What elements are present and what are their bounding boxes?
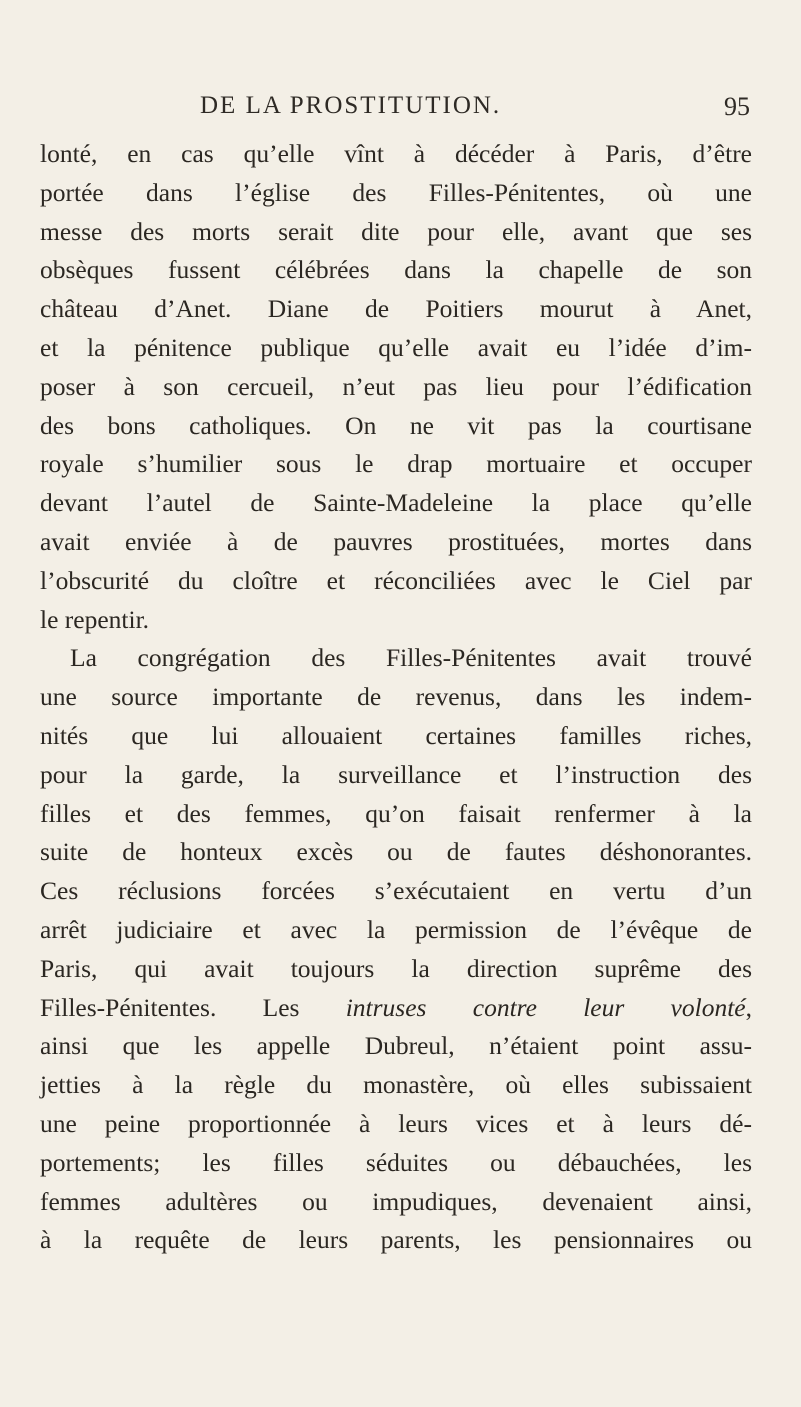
- text-line: Ces réclusions forcées s’exécutaient en vertu d’un: [40, 876, 752, 906]
- text-line: suite de honteux excès ou de fautes déshonorantes.: [40, 837, 752, 867]
- text-line: une peine proportionnée à leurs vices et à leurs dé-: [40, 1108, 752, 1138]
- text-line: portements; les filles séduites ou débauchées, les: [40, 1147, 752, 1177]
- text-line: jetties à la règle du monastère, où elles subissaient: [40, 1070, 752, 1100]
- text-line-with-italic: [40, 989, 752, 1028]
- paragraph-end-line: le repentir.: [40, 604, 150, 634]
- page-number: 95: [724, 92, 750, 121]
- text-line: et la pénitence publique qu’elle avait eu l’idée d’im-: [40, 332, 752, 362]
- italic-phrase: intruses contre leur volonté: [345, 992, 746, 1022]
- text-line: Paris, qui avait toujours la direction suprême des: [40, 953, 752, 983]
- text-line: portée dans l’église des Filles-Pénitentes, où une: [40, 177, 752, 207]
- text-line: devant l’autel de Sainte-Madeleine la place qu’elle: [40, 488, 752, 518]
- text-line: pour la garde, la surveillance et l’instruction des: [40, 759, 752, 789]
- text-line: lonté, en cas qu’elle vînt à décéder à Paris, d’être: [40, 139, 752, 168]
- text-line: poser à son cercueil, n’eut pas lieu pour l’édification: [40, 371, 752, 401]
- line-text-after: ,: [745, 992, 752, 1022]
- running-title: DE LA PROSTITUTION.: [200, 92, 502, 119]
- body-text: [40, 135, 752, 1260]
- text-line: une source importante de revenus, dans les indem-: [40, 682, 752, 712]
- text-line: ainsi que les appelle Dubreul, n’étaient point assu-: [40, 1031, 752, 1061]
- running-head: [200, 92, 750, 132]
- line-text-before: Filles-Pénitentes. Les: [40, 992, 346, 1022]
- text-line: avait enviée à de pauvres prostituées, mortes dans: [40, 526, 752, 556]
- text-line: arrêt judiciaire et avec la permission de l’évêque de: [40, 914, 752, 944]
- paragraph-start-line: La congrégation des Filles-Pénitentes avait trouvé: [70, 643, 752, 673]
- text-line: messe des morts serait dite pour elle, avant que ses: [40, 216, 752, 246]
- text-line: royale s’humilier sous le drap mortuaire et occuper: [40, 449, 752, 479]
- text-line: des bons catholiques. On ne vit pas la courtisane: [40, 410, 752, 440]
- text-line: femmes adultères ou impudiques, devenaient ainsi,: [40, 1186, 752, 1216]
- text-line: l’obscurité du cloître et réconciliées avec le Ciel par: [40, 565, 752, 595]
- text-line: château d’Anet. Diane de Poitiers mourut à Anet,: [40, 294, 752, 324]
- text-line: à la requête de leurs parents, les pensionnaires ou: [40, 1225, 752, 1255]
- text-line: obsèques fussent célébrées dans la chapelle de son: [40, 255, 752, 285]
- text-line: filles et des femmes, qu’on faisait renfermer à la: [40, 798, 752, 828]
- text-line: nités que lui allouaient certaines familles riches,: [40, 720, 752, 750]
